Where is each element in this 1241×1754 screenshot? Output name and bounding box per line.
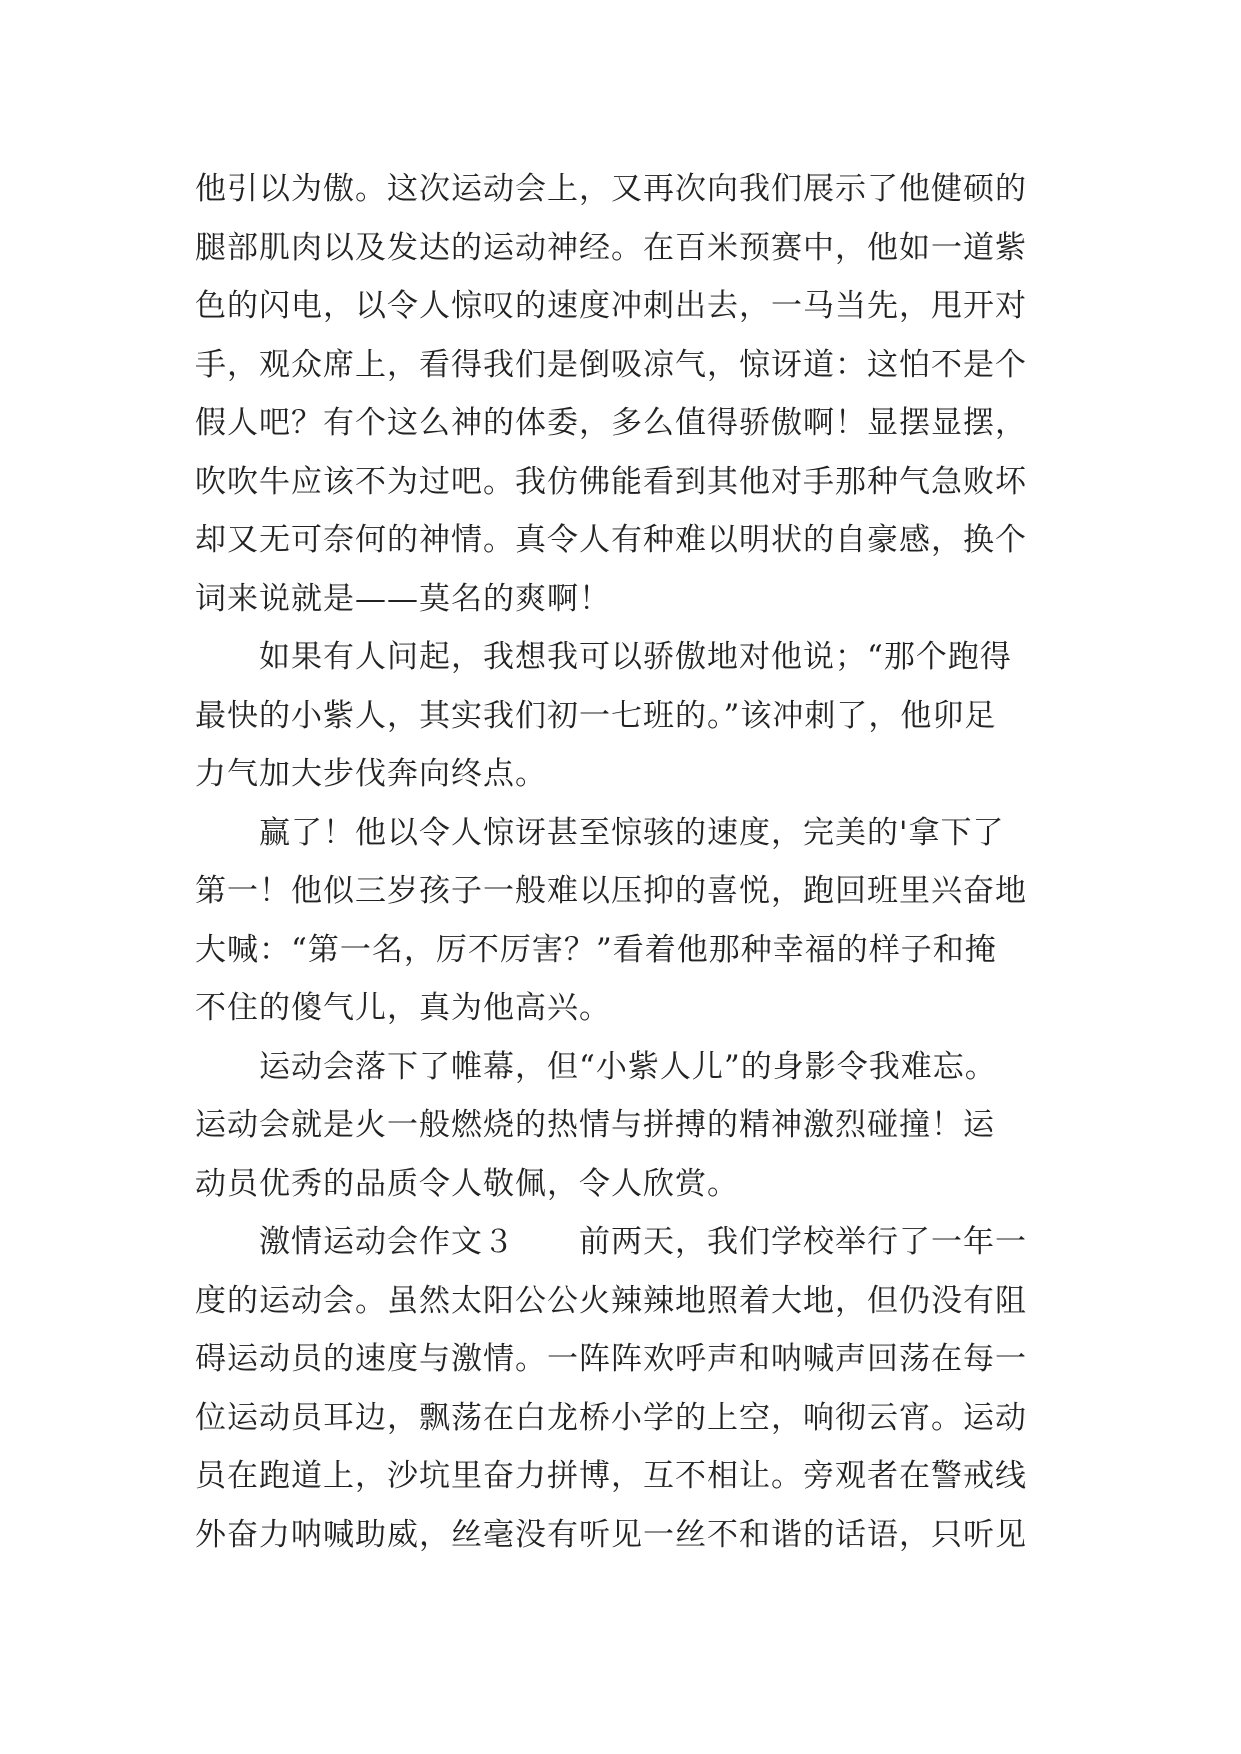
text-line: 假人吧？有个这么神的体委，多么值得骄傲啊！显摆显摆， — [195, 405, 1027, 441]
text-line: 员在跑道上，沙坑里奋力拼博，互不相让。旁观者在警戒线 — [195, 1458, 1027, 1494]
text-line: 赢了！他以令人惊讶甚至惊骇的速度，完美的'拿下了 — [195, 814, 1005, 851]
text-line: 位运动员耳边，飘荡在白龙桥小学的上空，响彻云宵。运动 — [195, 1399, 1027, 1436]
text-line: 最快的小紫人，其实我们初一七班的。”该冲刺了，他卯足 — [195, 697, 997, 734]
text-line: 度的运动会。虽然太阳公公火辣辣地照着大地，但仍没有阻 — [195, 1282, 1027, 1319]
text-line: 色的闪电，以令人惊叹的速度冲刺出去，一马当先，甩开对 — [195, 288, 1027, 324]
text-line: 激情运动会作文３ 前两天，我们学校举行了一年一 — [195, 1224, 1027, 1260]
text-line: 词来说就是——莫名的爽啊！ — [195, 580, 611, 617]
text-line: 力气加大步伐奔向终点。 — [195, 756, 547, 792]
body-text — [195, 160, 1075, 1564]
text-line: 如果有人问起，我想我可以骄傲地对他说；“那个跑得 — [195, 639, 1012, 675]
text-line: 却又无可奈何的神情。真令人有种难以明状的自豪感，换个 — [195, 522, 1027, 558]
text-line: 外奋力呐喊助威，丝毫没有听见一丝不和谐的话语，只听见 — [195, 1516, 1027, 1553]
text-line: 运动会就是火一般燃烧的热情与拼搏的精神激烈碰撞！运 — [195, 1107, 995, 1143]
text-line: 运动会落下了帷幕，但“小紫人儿”的身影令我难忘。 — [195, 1048, 997, 1085]
text-line: 他引以为傲。这次运动会上，又再次向我们展示了他健硕的 — [195, 171, 1027, 207]
text-line: 手，观众席上，看得我们是倒吸凉气，惊讶道：这怕不是个 — [195, 346, 1027, 383]
text-line: 不住的傻气儿，真为他高兴。 — [195, 990, 611, 1026]
text-line: 吹吹牛应该不为过吧。我仿佛能看到其他对手那种气急败坏 — [195, 463, 1027, 500]
text-line: 大喊：“第一名，厉不厉害？”看着他那种幸福的样子和掩 — [195, 931, 997, 968]
text-line: 腿部肌肉以及发达的运动神经。在百米预赛中，他如一道紫 — [195, 229, 1027, 266]
text-line: 第一！他似三岁孩子一般难以压抑的喜悦，跑回班里兴奋地 — [195, 873, 1027, 909]
text-line: 动员优秀的品质令人敬佩，令人欣赏。 — [195, 1165, 739, 1202]
text-line: 碍运动员的速度与激情。一阵阵欢呼声和呐喊声回荡在每一 — [195, 1341, 1027, 1377]
